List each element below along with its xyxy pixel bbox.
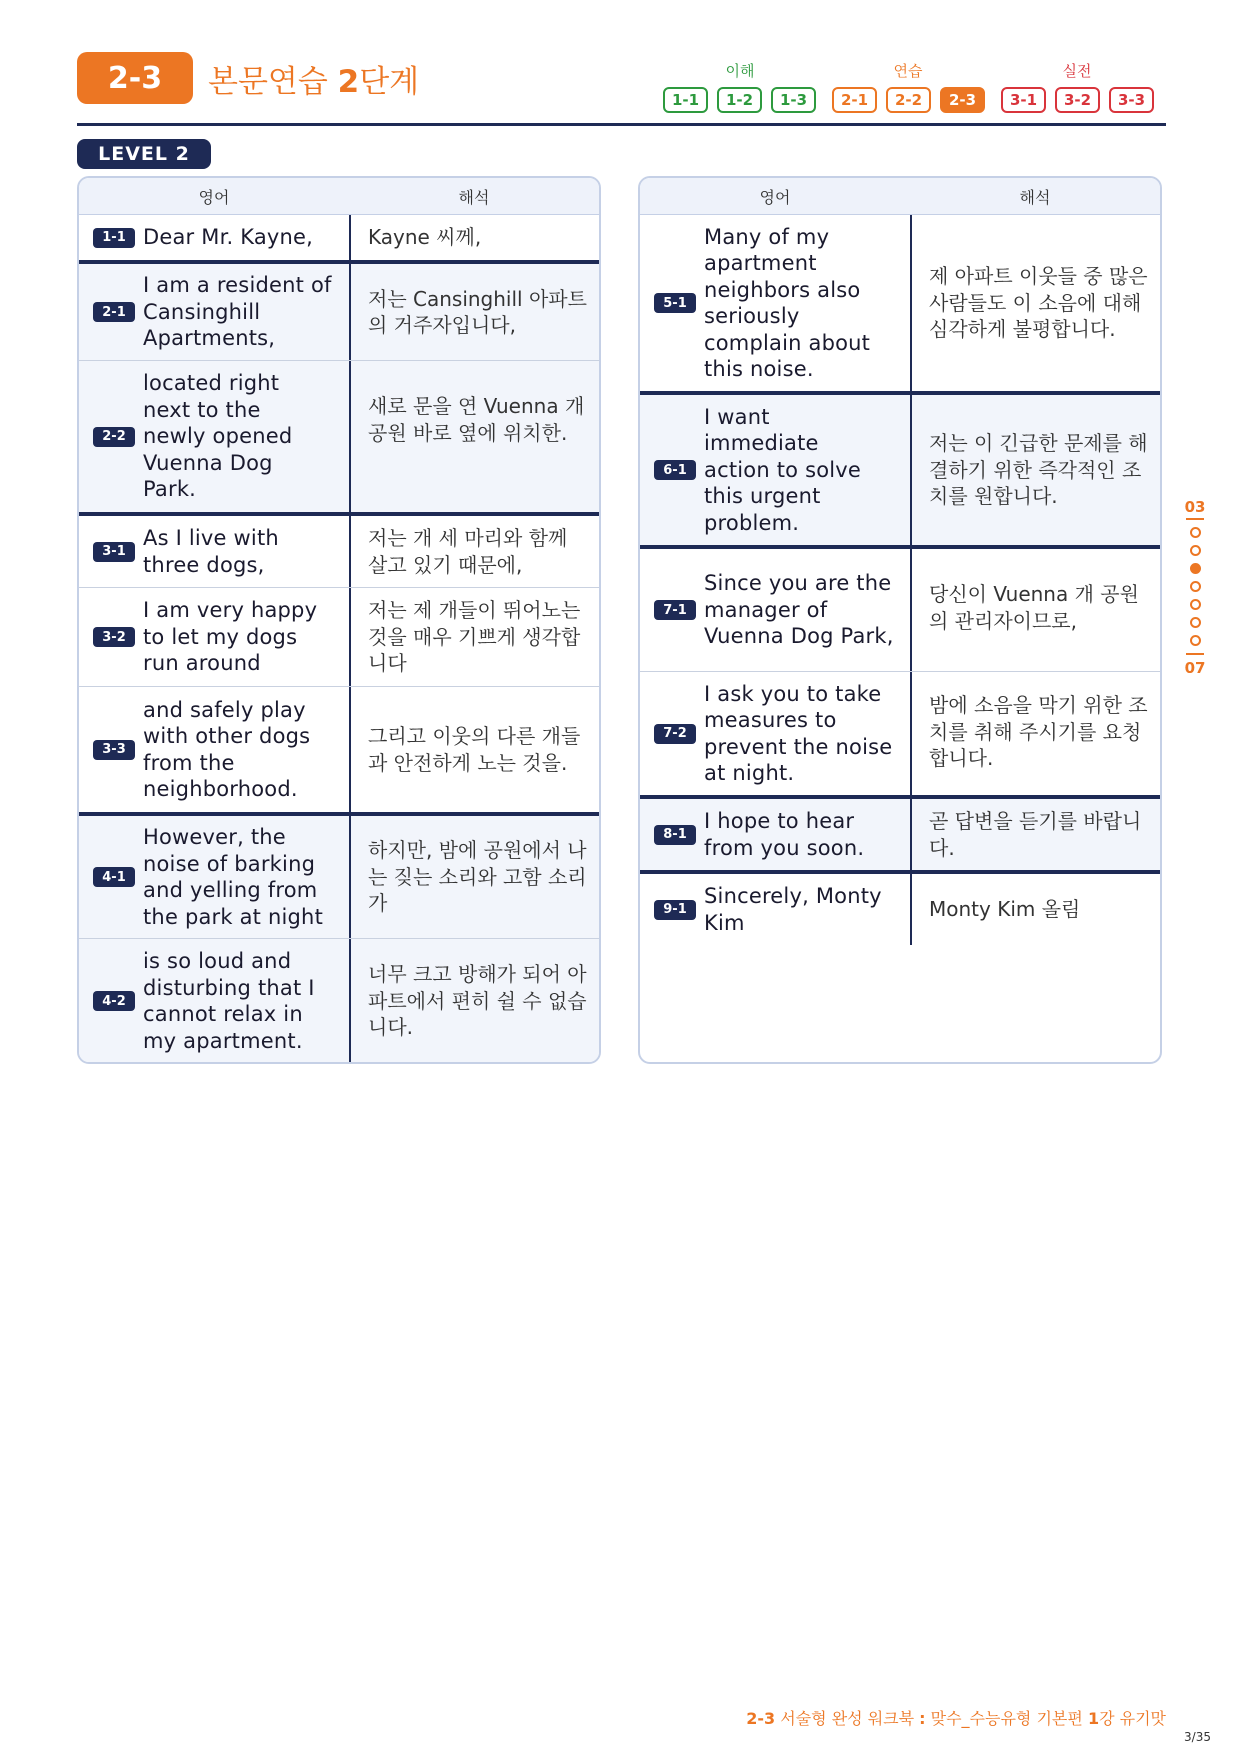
table-row	[640, 215, 1160, 391]
table-row	[79, 512, 599, 587]
step-2-1[interactable]: 2-1	[832, 87, 877, 113]
side-nav-start: 03	[1184, 498, 1206, 516]
side-progress-nav	[1181, 498, 1209, 677]
english-sentence: is so loud and disturbing that I cannot relax in my apartment.	[143, 949, 315, 1053]
side-nav-end: 07	[1184, 659, 1206, 677]
english-sentence: Since you are the manager of Vuenna Dog Park,	[704, 571, 894, 649]
sentence-number: 5-1	[654, 293, 696, 313]
sentence-number: 2-2	[93, 427, 135, 447]
english-sentence: Sincerely, Monty Kim	[704, 884, 882, 935]
step-1-2[interactable]: 1-2	[717, 87, 762, 113]
english-sentence: and safely play with other dogs from the neighborhood.	[143, 697, 311, 801]
footer-title: 2-3 서술형 완성 워크북 : 맞수_수능유형 기본편 1강 유기맛	[746, 1709, 1166, 1728]
table-row	[640, 391, 1160, 545]
table-header	[640, 178, 1160, 215]
korean-translation: 밤에 소음을 막기 위한 조치를 취해 주시기를 요청합니다.	[929, 693, 1148, 770]
korean-translation: Monty Kim 올림	[929, 897, 1081, 922]
progress-dot	[1190, 545, 1201, 556]
table-row	[640, 870, 1160, 945]
progress-dot-current	[1190, 563, 1201, 574]
sentence-number: 7-2	[654, 724, 696, 744]
korean-translation: 그리고 이웃의 다른 개들과 안전하게 노는 것을.	[368, 724, 581, 775]
korean-translation: 너무 크고 방해가 되어 아파트에서 편히 쉴 수 없습니다.	[368, 962, 587, 1040]
step-3-2[interactable]: 3-2	[1055, 87, 1100, 113]
page-title: 본문연습 2단계	[208, 64, 420, 100]
sentence-number: 6-1	[654, 460, 696, 480]
header-english: 영어	[198, 187, 230, 207]
korean-translation: 제 아파트 이웃들 중 많은 사람들도 이 소음에 대해 심각하게 불평합니다.	[929, 264, 1148, 342]
step-2-3[interactable]: 2-3	[940, 87, 985, 113]
korean-translation: 곧 답변을 듣기를 바랍니다.	[929, 809, 1142, 860]
header-korean: 해석	[458, 187, 490, 207]
sentence-number: 3-1	[93, 542, 135, 562]
progress-dot	[1190, 581, 1201, 592]
sentence-number: 3-3	[93, 740, 135, 760]
english-sentence: I hope to hear from you soon.	[704, 809, 865, 860]
table-row	[79, 812, 599, 938]
step-3-3[interactable]: 3-3	[1109, 87, 1154, 113]
table-row	[79, 260, 599, 360]
english-sentence: located right next to the newly opened Vuenna Dog Park.	[143, 371, 293, 502]
english-sentence: I am a resident of Cansinghill Apartments,	[143, 273, 332, 351]
progress-dot	[1190, 617, 1201, 628]
step-2-2[interactable]: 2-2	[886, 87, 931, 113]
english-sentence: However, the noise of barking and yelling from the park at night	[143, 825, 324, 929]
progress-dot	[1190, 527, 1201, 538]
korean-translation: 당신이 Vuenna 개 공원의 관리자이므로,	[929, 582, 1139, 633]
korean-translation: 저는 개 세 마리와 함께 살고 있기 때문에,	[368, 526, 568, 577]
english-sentence: I want immediate action to solve this urgent problem.	[704, 404, 862, 535]
step-1-3[interactable]: 1-3	[771, 87, 816, 113]
section-badge: 2-3	[77, 52, 193, 104]
table-row	[640, 671, 1160, 795]
english-sentence: I ask you to take measures to prevent the noise at night.	[704, 681, 893, 785]
sentence-number: 2-1	[93, 302, 135, 322]
step-3-1[interactable]: 3-1	[1001, 87, 1046, 113]
progress-dot	[1190, 599, 1201, 610]
header-rule	[77, 123, 1166, 126]
korean-translation: Kayne 씨께,	[368, 225, 482, 250]
sentence-number: 1-1	[93, 228, 135, 248]
group-label-real: 실전	[1062, 62, 1092, 80]
progress-dot	[1190, 635, 1201, 646]
header-korean: 해석	[1019, 187, 1051, 207]
sentence-number: 4-1	[93, 867, 135, 887]
group-label-practice: 연습	[893, 62, 923, 80]
page-number: 3/35	[1184, 1730, 1211, 1744]
english-sentence: I am very happy to let my dogs run around	[143, 598, 318, 676]
group-label-understanding: 이해	[725, 62, 755, 80]
table-row	[640, 795, 1160, 870]
sentence-number: 8-1	[654, 825, 696, 845]
korean-translation: 저는 이 긴급한 문제를 해결하기 위한 즉각적인 조치를 원합니다.	[929, 431, 1148, 509]
english-sentence: Many of my apartment neighbors also seriously complain about this noise.	[704, 224, 871, 381]
table-row	[79, 360, 599, 512]
table-row	[79, 938, 599, 1063]
table-row	[79, 686, 599, 812]
table-row	[640, 545, 1160, 671]
right-table	[638, 176, 1162, 1064]
english-sentence: As I live with three dogs,	[143, 526, 279, 577]
table-row	[79, 587, 599, 686]
header-english: 영어	[759, 187, 791, 207]
korean-translation: 새로 문을 연 Vuenna 개 공원 바로 옆에 위치한.	[368, 394, 585, 445]
side-nav-divider	[1186, 518, 1204, 520]
sentence-number: 3-2	[93, 627, 135, 647]
korean-translation: 저는 Cansinghill 아파트의 거주자입니다,	[368, 286, 587, 337]
korean-translation: 하지만, 밤에 공원에서 나는 짖는 소리와 고함 소리가	[368, 838, 587, 916]
table-row	[79, 215, 599, 260]
level-badge: LEVEL 2	[77, 139, 211, 169]
table-header	[79, 178, 599, 215]
left-table	[77, 176, 601, 1064]
step-1-1[interactable]: 1-1	[663, 87, 708, 113]
korean-translation: 저는 제 개들이 뛰어노는 것을 매우 기쁘게 생각합니다	[368, 598, 581, 676]
side-nav-divider	[1186, 653, 1204, 655]
english-sentence: Dear Mr. Kayne,	[143, 225, 314, 250]
sentence-number: 7-1	[654, 600, 696, 620]
sentence-number: 4-2	[93, 991, 135, 1011]
sentence-number: 9-1	[654, 900, 696, 920]
